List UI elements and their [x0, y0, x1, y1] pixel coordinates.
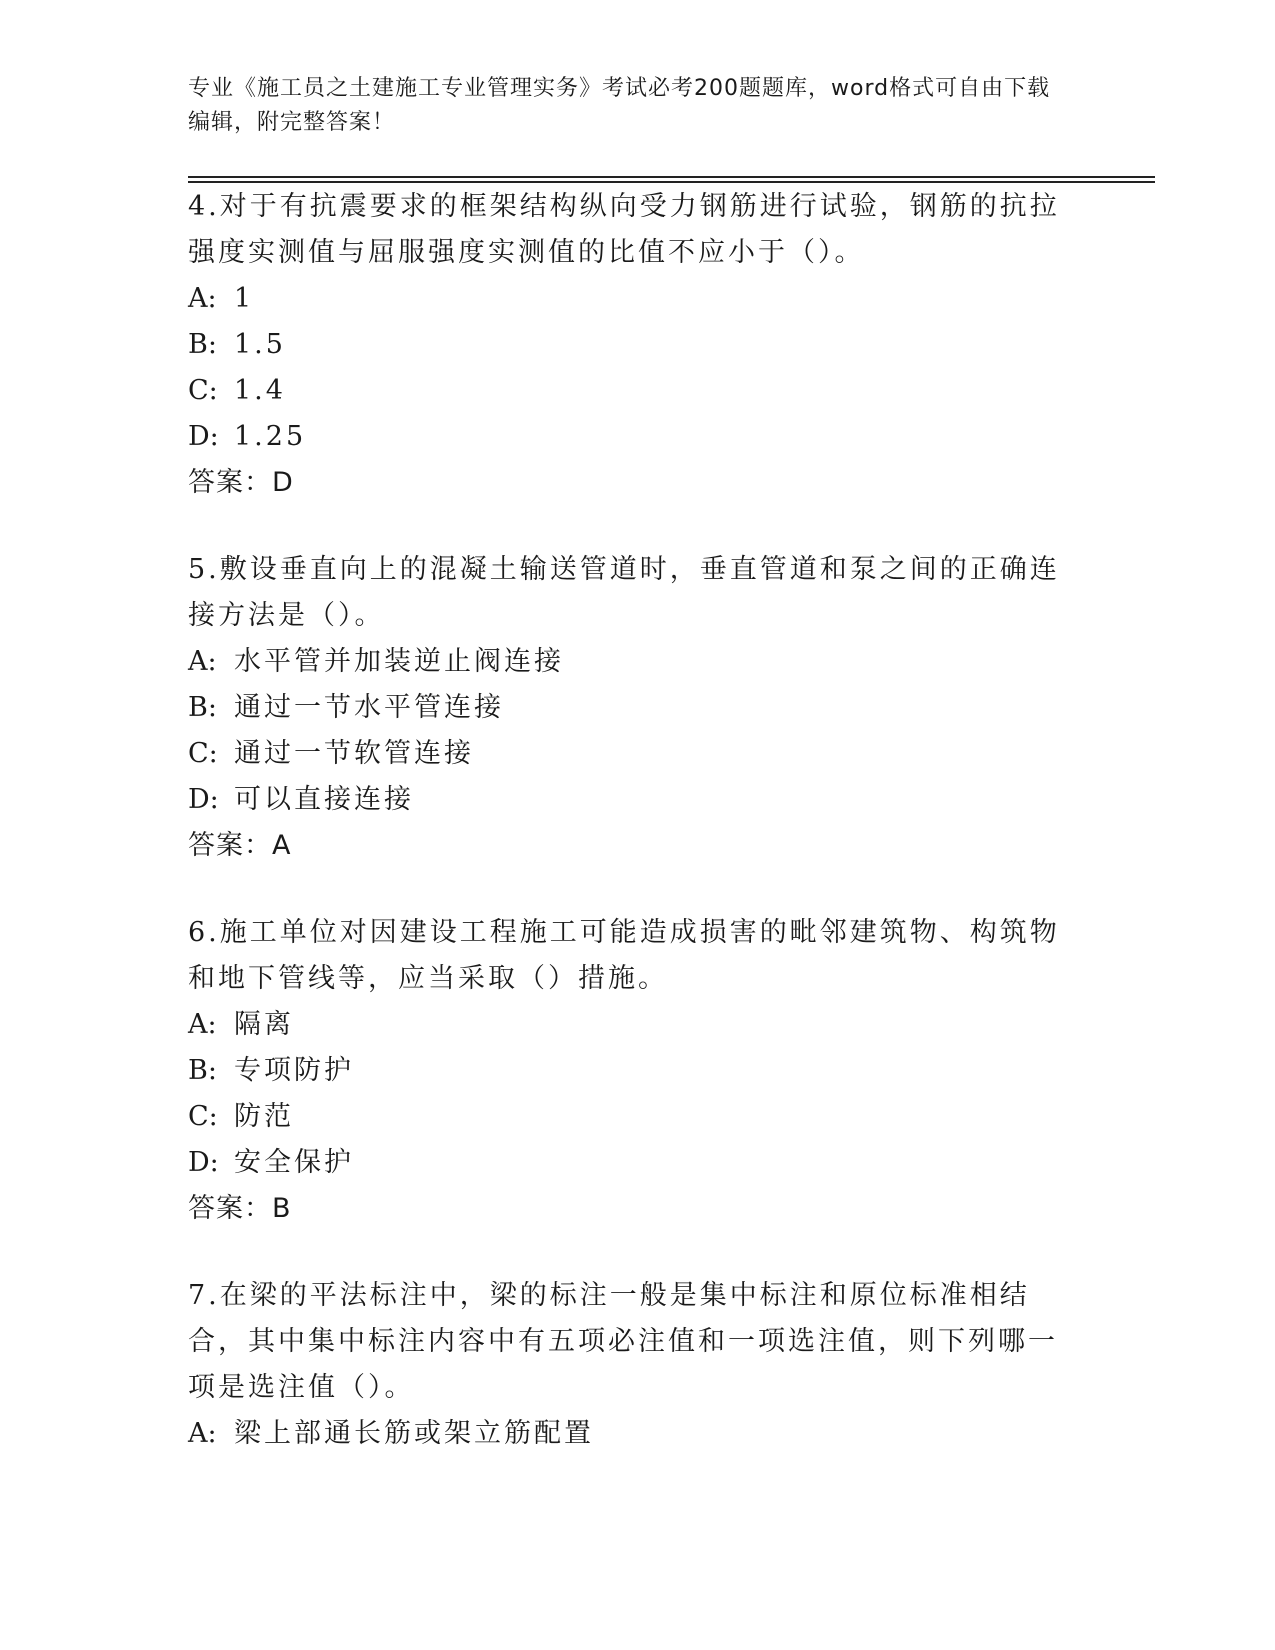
question-5: [188, 547, 1068, 869]
option-text: 1.5: [234, 329, 286, 360]
option-text: 梁上部通长筋或架立筋配置: [234, 1418, 594, 1449]
option-letter: A:: [188, 1009, 217, 1040]
option-letter: A:: [188, 646, 217, 677]
question-text: 4.对于有抗震要求的框架结构纵向受力钢筋进行试验，钢筋的抗拉强度实测值与屈服强度实测值的比值不应小于（）。: [188, 191, 1060, 268]
question-6: [188, 910, 1068, 1232]
question-7: [188, 1273, 1068, 1457]
option-c: [188, 1094, 1068, 1140]
option-b: [188, 1048, 1068, 1094]
option-a: [188, 276, 1068, 322]
option-text: 1: [234, 283, 255, 314]
option-text: 水平管并加装逆止阀连接: [234, 646, 564, 677]
option-text: 通过一节水平管连接: [234, 692, 504, 723]
option-text: 1.25: [234, 421, 307, 452]
option-letter: D:: [188, 1147, 219, 1178]
option-text: 安全保护: [234, 1147, 354, 1178]
option-letter: B:: [188, 692, 217, 723]
option-text: 防范: [234, 1101, 294, 1132]
option-letter: C:: [188, 738, 218, 769]
option-d: [188, 1140, 1068, 1186]
option-d: [188, 777, 1068, 823]
question-text: 6.施工单位对因建设工程施工可能造成损害的毗邻建筑物、构筑物和地下管线等，应当采取（）措施。: [188, 917, 1060, 994]
question-text: 7.在梁的平法标注中，梁的标注一般是集中标注和原位标准相结合，其中集中标注内容中有五项必注值和一项选注值，则下列哪一项是选注值（）。: [188, 1280, 1058, 1403]
question-4: [188, 184, 1068, 506]
answer-text: 答案：D: [188, 467, 294, 498]
header-divider-top: [188, 176, 1155, 178]
option-c: [188, 368, 1068, 414]
option-a: [188, 639, 1068, 685]
option-letter: C:: [188, 375, 218, 406]
option-letter: D:: [188, 784, 219, 815]
option-a: [188, 1002, 1068, 1048]
option-a: [188, 1411, 1068, 1457]
option-letter: D:: [188, 421, 219, 452]
option-letter: B:: [188, 1055, 217, 1086]
option-letter: B:: [188, 329, 217, 360]
option-letter: A:: [188, 283, 217, 314]
header-divider-bottom: [188, 181, 1155, 183]
option-letter: C:: [188, 1101, 218, 1132]
answer-text: 答案：B: [188, 1193, 292, 1224]
option-b: [188, 685, 1068, 731]
option-text: 可以直接连接: [234, 784, 414, 815]
option-text: 隔离: [234, 1009, 294, 1040]
option-text: 专项防护: [234, 1055, 354, 1086]
option-b: [188, 322, 1068, 368]
answer-text: 答案：A: [188, 830, 292, 861]
option-c: [188, 731, 1068, 777]
document-header: 专业《施工员之土建施工专业管理实务》考试必考200题题库，word格式可自由下载编辑，附完整答案！: [188, 76, 1051, 135]
option-d: [188, 414, 1068, 460]
option-letter: A:: [188, 1418, 217, 1449]
option-text: 通过一节软管连接: [234, 738, 474, 769]
question-text: 5.敷设垂直向上的混凝土输送管道时，垂直管道和泵之间的正确连接方法是（）。: [188, 554, 1060, 631]
option-text: 1.4: [234, 375, 286, 406]
